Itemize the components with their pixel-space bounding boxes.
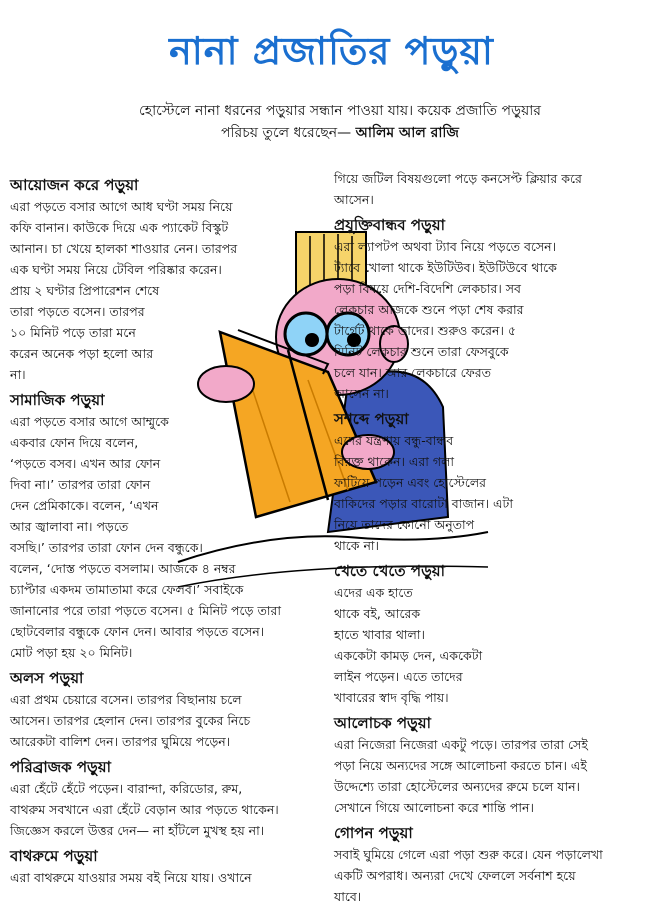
section-heading: সশব্দে পড়ুয়া	[334, 410, 409, 428]
author-name: আলিম আল রাজি	[355, 125, 459, 141]
continuation-text: গিয়ে জটিল বিষয়গুলো পড়ে কনসেপ্ট ক্লিয়ার করে আসেন।	[334, 171, 582, 207]
section-heading: প্রযুক্তিবান্ধব পড়ুয়া	[334, 216, 445, 234]
section-heading: পরিব্রাজক পড়ুয়া	[10, 758, 111, 776]
intro-line-2-text: পরিচয় তুলে ধরেছেন—	[221, 125, 356, 141]
section-eating-reader	[334, 560, 652, 708]
section-heading: আলোচক পড়ুয়া	[334, 714, 431, 732]
section-heading: আয়োজন করে পড়ুয়া	[10, 176, 139, 194]
section-body: এদের এক হাতে থাকে বই, আরেক হাতে খাবার থালা। এককেটা কামড় দেন, এককেটা লাইন পড়েন। এতে তাদের খাবারের স্বাদ বৃদ্ধি পায়।	[334, 585, 483, 705]
section-body: এরা পড়তে বসার আগে আধ ঘণ্টা সময় নিয়ে কফি বানান। কাউকে দিয়ে এক প্যাকেট বিস্কুট আনান। চা খেয়ে হালকা শাওয়ার নেন। তারপর এক ঘণ্টা সময় নিয়ে টেবিল পরিষ্কার করেন। প্রায় ২ ঘণ্টার প্রিপারেশন শেষে তারা পড়তে বসেন। তারপর ১০ মিনিট পড়ে তারা মনে করেন অনেক পড়া হলো আর না।	[10, 199, 238, 382]
section-body: এরা বাথরুমে যাওয়ার সময় বই নিয়ে যায়। ওখানে	[10, 870, 252, 885]
section-lazy-reader	[10, 667, 320, 752]
section-wandering-reader	[10, 756, 320, 841]
section-body: এরা প্রথম চেয়ারে বসেন। তারপর বিছানায় চলে আসেন। তারপর হেলান দেন। তারপর বুকের নিচে আরেকটা বালিশ দেন। তারপর ঘুমিয়ে পড়েন।	[10, 692, 251, 749]
section-body: এরা পড়তে বসার আগে আম্মুকে একবার ফোন দিয়ে বলেন, ‘পড়তে বসব। এখন আর ফোন দিবা না।’ তারপর তারা ফোন দেন প্রেমিকাকে। বলেন, ‘এখন আর জ্বালাবা না। পড়তে বসছি।’ তারপর তারা ফোন দেন বন্ধুকে। বলেন, ‘দোস্ত পড়তে বসলাম। আজকে ৪ নম্বর চ্যাপ্টার একদম তামাতামা করে ফেলব।’ সবাইকে জানানোর পরে তারা পড়তে বসেন। ৫ মিনিট পড়ে তারা ছোটবেলার বন্ধুকে ফোন দেন। আবার পড়তে বসেন। মোট পড়া হয় ২০ মিনিট।	[10, 414, 281, 660]
intro-line-1: হোস্টেলে নানা ধরনের পড়ুয়ার সন্ধান পাওয়া যায়। কয়েক প্রজাতি পড়ুয়ার	[139, 103, 541, 119]
section-arranged-reader	[10, 174, 320, 385]
section-tech-reader	[334, 214, 652, 404]
section-heading: সামাজিক পড়ুয়া	[10, 391, 105, 409]
section-body: সবাই ঘুমিয়ে গেলে এরা পড়া শুরু করে। যেন পড়ালেখা একটি অপরাধ। অন্যরা দেখে ফেললে সর্বনাশ হয়ে যাবে।	[334, 847, 603, 904]
left-column	[10, 170, 320, 888]
section-heading: খেতে খেতে পড়ুয়া	[334, 562, 445, 580]
section-heading: গোপন পড়ুয়া	[334, 824, 413, 842]
page-title: নানা প্রজাতির পড়ুয়া	[169, 29, 494, 73]
section-loud-reader	[334, 408, 652, 556]
section-heading: অলস পড়ুয়া	[10, 669, 84, 687]
intro	[80, 100, 600, 144]
section-body: এরা হেঁটে হেঁটে পড়েন। বারান্দা, করিডোর, রুম, বাথরুম সবখানে এরা হেঁটে বেড়ান আর পড়তে থাকেন। জিজ্ঞেস করলে উত্তর দেন— না হাঁটলে মুখস্থ হয় না।	[10, 781, 279, 838]
section-social-reader	[10, 389, 320, 663]
section-secret-reader	[334, 822, 652, 907]
section-bathroom-reader	[10, 845, 320, 888]
section-body: এরা ল্যাপটপ অথবা ট্যাব নিয়ে পড়তে বসেন। ট্যাবে খোলা থাকে ইউটিউব। ইউটিউবে থাকে পড়া বিষয়ে দেশি-বিদেশি লেকচার। সব লেকচার আজকে শুনে পড়া শেষ করার টার্গেট থাকে তাদের। শুরুও করেন। ৫ মিনিট লেকচার শুনে তারা ফেসবুকে চলে যান। আর লেকচারে ফেরত আসেন না।	[334, 239, 557, 401]
section-body: এরা নিজেরা নিজেরা একটু পড়ে। তারপর তারা সেই পড়া নিয়ে অন্যদের সঙ্গে আলোচনা করতে চান। এই উদ্দেশ্যে তারা হোস্টেলের অন্যদের রুমে চলে যান। সেখানে গিয়ে আলোচনা করে শান্তি পান।	[334, 737, 588, 815]
section-discussant-reader	[334, 712, 652, 818]
right-column	[334, 168, 652, 907]
section-heading: বাথরুমে পড়ুয়া	[10, 847, 98, 865]
intro-line-2	[80, 122, 600, 144]
section-body: এদের যন্ত্রণায় বন্ধু-বান্ধব বিরক্ত থাকেন। এরা গলা ফাটিয়ে পড়েন এবং হোস্টেলের বাকিদের পড়ার বারোটা বাজান। এটা নিয়ে তাদের কোনো অনুতাপ থাকে না।	[334, 433, 513, 553]
